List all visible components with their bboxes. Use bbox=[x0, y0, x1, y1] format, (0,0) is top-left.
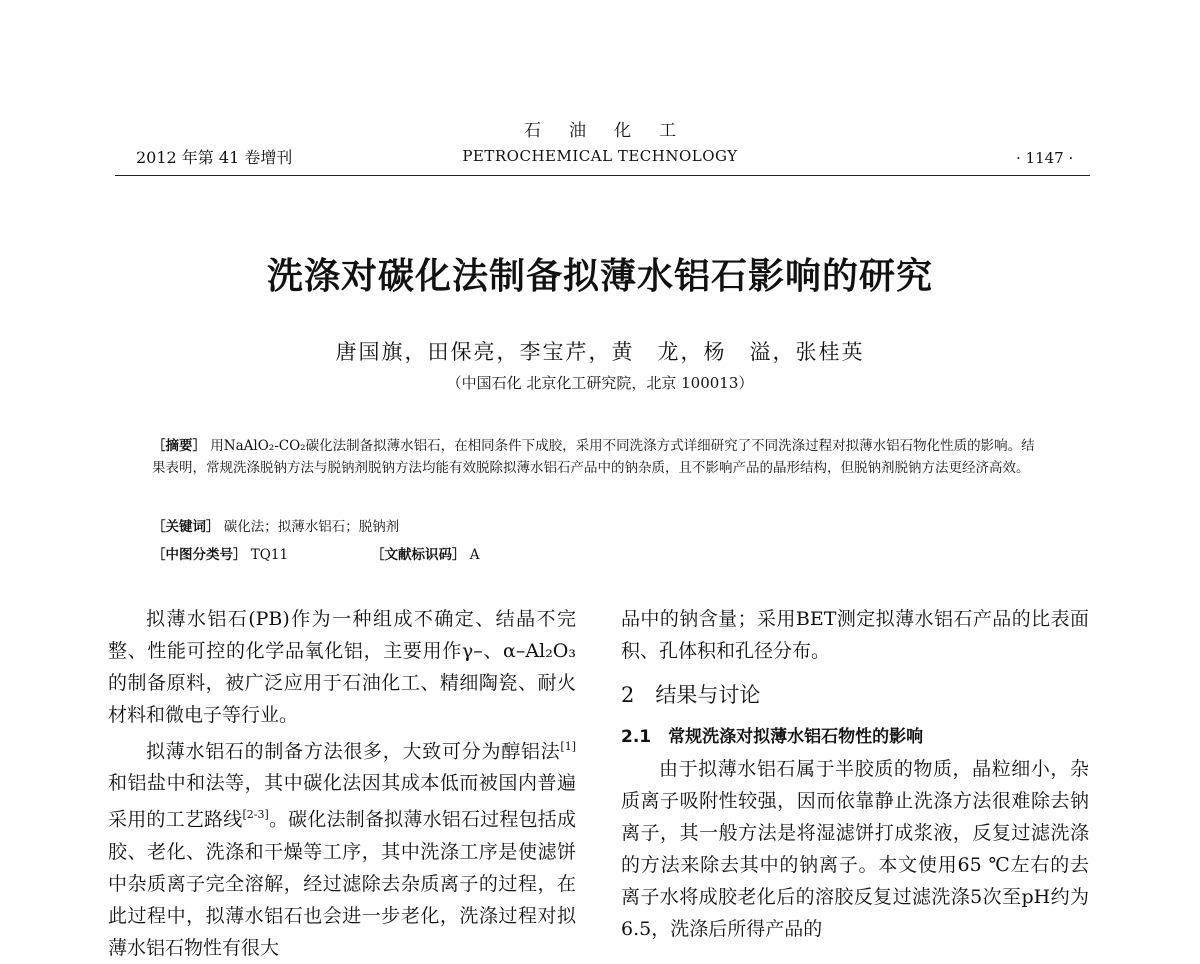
document-code-label: ［文献标识码］ bbox=[371, 547, 466, 563]
issue-label: 2012 年第 41 卷增刊 bbox=[136, 148, 293, 167]
keywords-text: 碳化法；拟薄水铝石；脱钠剂 bbox=[223, 519, 400, 535]
abstract-label: ［摘要］ bbox=[152, 438, 206, 454]
keywords bbox=[152, 515, 399, 535]
document-code bbox=[371, 543, 480, 563]
header-rule bbox=[115, 175, 1090, 176]
citation[interactable]: [1] bbox=[560, 740, 576, 753]
body-text: 。碳化法制备拟薄水铝石过程包括成胶、老化、洗涤和干燥等工序，其中洗涤工序是使滤饼中杂质离子完全溶解，经过滤除去杂质离子的过程，在此过程中，拟薄水铝石也会进一步老化，洗涤过程对拟薄水铝石物性有很大 bbox=[108, 808, 576, 959]
body-paragraph: 拟薄水铝石(PB)作为一种组成不确定、结晶不完整、性能可控的化学品氧化铝，主要用作γ–、α–Al₂O₃的制备原料，被广泛应用于石油化工、精细陶瓷、耐火材料和微电子等行业。 bbox=[108, 608, 576, 726]
body-text: 和铝盐中和法等，其中碳化法因其成本低而被国内普遍采用的工艺路线 bbox=[108, 772, 576, 831]
body-paragraph: 由于拟薄水铝石属于半胶质的物质，晶粒细小，杂质离子吸附性较强，因而依靠静止洗涤方法很难除去钠离子，其一般方法是将湿滤饼打成浆液，反复过滤洗涤的方法来除去其中的钠离子。本文使用65 ℃左右的去离子水将成胶老化后的溶胶反复过滤洗涤5次至pH约为6.5，洗涤后所得产品的 bbox=[621, 758, 1089, 940]
abstract bbox=[152, 435, 1044, 479]
document-code-value: A bbox=[469, 547, 480, 563]
classification-value: TQ11 bbox=[250, 547, 289, 563]
body-right-column bbox=[621, 603, 1089, 945]
journal-title-en: PETROCHEMICAL TECHNOLOGY bbox=[462, 147, 738, 165]
authors: 唐国旗，田保亮，李宝芹，黄 龙，杨 溢，张桂英 bbox=[335, 340, 865, 364]
journal-title-cn: 石油化工 bbox=[524, 121, 704, 141]
body-paragraph: 品中的钠含量；采用BET测定拟薄水铝石产品的比表面积、孔体积和孔径分布。 bbox=[621, 608, 1089, 662]
keywords-label: ［关键词］ bbox=[152, 519, 220, 535]
section-heading: 2 结果与讨论 bbox=[621, 683, 761, 707]
abstract-text: 用NaAlO₂-CO₂碳化法制备拟薄水铝石，在相同条件下成胶，采用不同洗涤方式详细研究了不同洗涤过程对拟薄水铝石物化性质的影响。结果表明，常规洗涤脱钠方法与脱钠剂脱钠方法均能有效脱除拟薄水铝石产品中的钠杂质，且不影响产品的晶形结构，但脱钠剂脱钠方法更经济高效。 bbox=[152, 438, 1035, 476]
subsection-heading: 2.1 常规洗涤对拟薄水铝石物性的影响 bbox=[621, 727, 924, 747]
body-text: 拟薄水铝石的制备方法很多，大致可分为醇铝法 bbox=[146, 740, 561, 763]
body-paragraph bbox=[108, 731, 576, 964]
page-number: · 1147 · bbox=[1016, 149, 1074, 167]
classification-label: ［中图分类号］ bbox=[152, 547, 247, 563]
affiliation: （中国石化 北京化工研究院，北京 100013） bbox=[446, 374, 754, 392]
article-title: 洗涤对碳化法制备拟薄水铝石影响的研究 bbox=[266, 256, 933, 297]
classification bbox=[152, 543, 288, 563]
citation[interactable]: [2-3] bbox=[242, 808, 269, 822]
body-left-column bbox=[108, 603, 576, 964]
